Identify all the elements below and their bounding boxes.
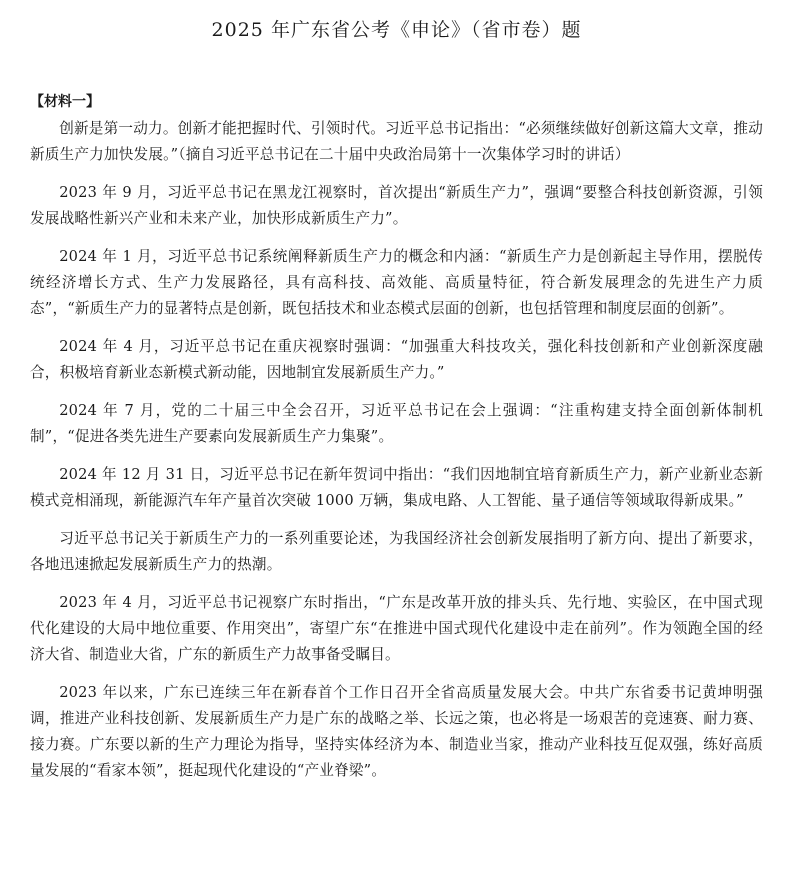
page-title: 2025 年广东省公考《申论》（省市卷）题 xyxy=(211,19,582,41)
paragraph: 习近平总书记关于新质生产力的一系列重要论述，为我国经济社会创新发展指明了新方向、提出了新要求，各地迅速掀起发展新质生产力的热潮。 xyxy=(30,530,763,573)
paragraph: 2023 年 9 月，习近平总书记在黑龙江视察时，首次提出“新质生产力”，强调“要整合科技创新资源，引领发展战略性新兴产业和未来产业，加快形成新质生产力”。 xyxy=(30,184,763,227)
paragraph: 2023 年以来，广东已连续三年在新春首个工作日召开全省高质量发展大会。中共广东省委书记黄坤明强调，推进产业科技创新、发展新质生产力是广东的战略之举、长远之策，也必将是一场艰苦的竞速赛、耐力赛、接力赛。广东要以新的生产力理论为指导，坚持实体经济为本、制造业当家，推动产业科技互促双强，练好高质量发展的“看家本领”，挺起现代化建设的“产业脊梁”。 xyxy=(30,684,763,779)
paragraph: 创新是第一动力。创新才能把握时代、引领时代。习近平总书记指出：“必须继续做好创新这篇大文章，推动新质生产力加快发展。”（摘自习近平总书记在二十届中央政治局第十一次集体学习时的讲话） xyxy=(30,120,763,163)
paragraph: 2023 年 4 月，习近平总书记视察广东时指出，“广东是改革开放的排头兵、先行地、实验区，在中国式现代化建设的大局中地位重要、作用突出”，寄望广东“在推进中国式现代化建设中走在前列”。作为领跑全国的经济大省、制造业大省，广东的新质生产力故事备受瞩目。 xyxy=(30,594,763,663)
section-label: 【材料一】 xyxy=(30,94,100,110)
paragraph: 2024 年 7 月，党的二十届三中全会召开，习近平总书记在会上强调：“注重构建支持全面创新体制机制”，“促进各类先进生产要素向发展新质生产力集聚”。 xyxy=(30,402,763,445)
paragraph: 2024 年 1 月，习近平总书记系统阐释新质生产力的概念和内涵：“新质生产力是创新起主导作用，摆脱传统经济增长方式、生产力发展路径，具有高科技、高效能、高质量特征，符合新发展理念的先进生产力质态”，“新质生产力的显著特点是创新，既包括技术和业态模式层面的创新，也包括管理和制度层面的创新”。 xyxy=(30,248,763,317)
paragraph: 2024 年 4 月，习近平总书记在重庆视察时强调：“加强重大科技攻关，强化科技创新和产业创新深度融合，积极培育新业态新模式新动能，因地制宜发展新质生产力。” xyxy=(30,338,763,381)
paragraph: 2024 年 12 月 31 日，习近平总书记在新年贺词中指出：“我们因地制宜培育新质生产力，新产业新业态新模式竞相涌现，新能源汽车年产量首次突破 1000 万辆，集成电路、人工智能、量子通信等领域取得新成果。” xyxy=(30,466,763,509)
material-body xyxy=(30,116,763,796)
